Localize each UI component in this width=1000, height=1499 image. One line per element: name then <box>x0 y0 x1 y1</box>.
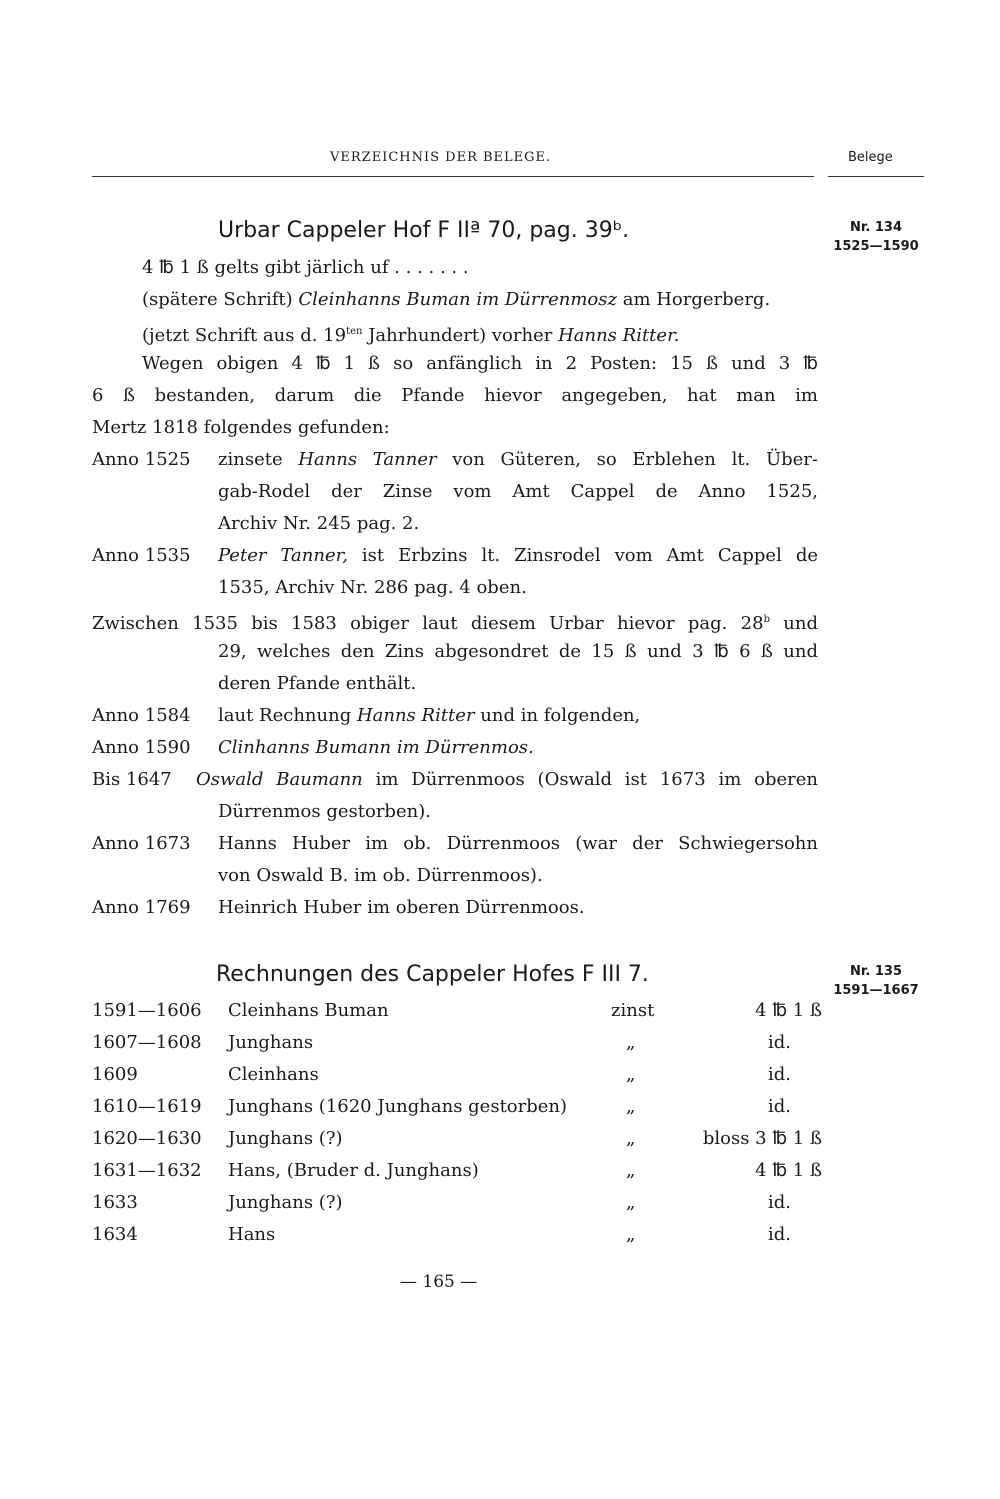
section-title-rechnungen: Rechnungen des Cappeler Hofes F III 7. <box>216 962 649 987</box>
row-amount: id. <box>768 1032 792 1053</box>
text-span: zinsete <box>218 449 299 470</box>
text-line <box>142 289 770 311</box>
entry-text: deren Pfande enthält. <box>218 673 417 694</box>
side-rule <box>828 176 924 177</box>
row-years: 1591—1606 <box>92 1000 202 1021</box>
text-line: 6 ß bestanden, darum die Pfande hievor angegeben, hat man im <box>92 385 818 406</box>
row-name: Hans, (Bruder d. Junghans) <box>228 1160 479 1181</box>
entry-text: Archiv Nr. 245 pag. 2. <box>218 513 420 534</box>
row-years: 1633 <box>92 1192 138 1213</box>
row-name: Junghans (?) <box>228 1192 343 1213</box>
row-amount: 4 ℔ 1 ß <box>755 1000 822 1021</box>
row-amount: id. <box>768 1224 792 1245</box>
entry-text: Heinrich Huber im oberen Dürrenmoos. <box>218 897 585 918</box>
entry-text <box>92 609 818 635</box>
text-span: (jetzt Schrift aus d. 19 <box>142 325 347 346</box>
text-span: (spätere Schrift) <box>142 289 299 310</box>
entry-text: von Oswald B. im ob. Dürrenmoos). <box>218 865 543 886</box>
row-amount: id. <box>768 1064 792 1085</box>
nr-years: 1591—1667 <box>833 983 919 998</box>
row-amount: id. <box>768 1192 792 1213</box>
running-head: VERZEICHNIS DER BELEGE. <box>330 150 552 165</box>
italic-name: Hanns Ritter <box>356 705 475 726</box>
entry-label: Anno 1769 <box>92 897 191 918</box>
margin-nr-135 <box>826 962 926 1000</box>
side-label: Belege <box>848 150 893 165</box>
entry-text: Hanns Huber im ob. Dürrenmoos (war der Schwiegersohn <box>218 833 818 854</box>
entry-text: Dürrenmos gestorben). <box>218 801 431 822</box>
entry-label: Anno 1535 <box>92 545 191 566</box>
entry-text: 1535, Archiv Nr. 286 pag. 4 oben. <box>218 577 527 598</box>
row-verb: „ <box>626 1032 636 1053</box>
text-span: und in folgenden, <box>474 705 641 726</box>
row-verb: „ <box>626 1192 636 1213</box>
text-span: obiger laut diesem Urbar hievor pag. 28 <box>336 613 764 634</box>
section-title-urbar: Urbar Cappeler Hof F IIª 70, pag. 39ᵇ. <box>218 218 630 243</box>
italic-name: Oswald Baumann <box>196 769 363 790</box>
row-verb: „ <box>626 1224 636 1245</box>
text-span: ist Erbzins lt. Zinsrodel vom Amt Cappel de <box>347 545 818 566</box>
row-years: 1609 <box>92 1064 138 1085</box>
text-span: Jahrhundert) vorher <box>362 325 559 346</box>
entry-label: Anno 1584 <box>92 705 191 726</box>
nr-years: 1525—1590 <box>833 239 919 254</box>
margin-nr-134 <box>826 218 926 256</box>
entry-text: Clinhanns Bumann im Dürrenmos. <box>218 737 534 758</box>
row-name: Junghans <box>228 1032 314 1053</box>
row-amount: 4 ℔ 1 ß <box>755 1160 822 1181</box>
row-name: Cleinhans <box>228 1064 319 1085</box>
nr-label: Nr. 134 <box>849 220 903 235</box>
entry-label: Anno 1525 <box>92 449 191 470</box>
row-verb: zinst <box>611 1000 655 1021</box>
row-amount: id. <box>768 1096 792 1117</box>
text-line: Wegen obigen 4 ℔ 1 ß so anfänglich in 2 Posten: 15 ß und 3 ℔ <box>142 353 818 374</box>
entry-text <box>218 705 640 727</box>
entry-text: 29, welches den Zins abgesondret de 15 ß und 3 ℔ 6 ß und <box>218 641 818 662</box>
superscript: ten <box>346 326 363 337</box>
entry-text <box>218 545 818 567</box>
entry-label: Bis 1647 <box>92 769 172 790</box>
text-span: und <box>769 613 818 634</box>
row-name: Cleinhans Buman <box>228 1000 389 1021</box>
entry-text <box>196 769 818 791</box>
row-amount: bloss 3 ℔ 1 ß <box>702 1128 822 1149</box>
row-years: 1620—1630 <box>92 1128 202 1149</box>
header-rule <box>92 176 814 177</box>
page-number: — 165 — <box>400 1272 478 1292</box>
row-years: 1634 <box>92 1224 138 1245</box>
text-span: laut Rechnung <box>218 705 357 726</box>
row-years: 1631—1632 <box>92 1160 202 1181</box>
text-span: am Horgerberg. <box>616 289 771 310</box>
row-name: Hans <box>228 1224 276 1245</box>
text-span: im Dürrenmoos (Oswald ist 1673 im oberen <box>362 769 818 790</box>
row-verb: „ <box>626 1128 636 1149</box>
italic-name: Hanns Ritter. <box>558 325 680 346</box>
entry-label: Zwischen 1535 bis 1583 <box>92 613 337 634</box>
entry-label: Anno 1673 <box>92 833 191 854</box>
italic-name: Cleinhanns Buman im Dürrenmosz <box>298 289 617 310</box>
text-line: 4 ℔ 1 ß gelts gibt järlich uf . . . . . . . <box>142 257 469 278</box>
row-name: Junghans (1620 Junghans gestorben) <box>228 1096 568 1117</box>
row-verb: „ <box>626 1096 636 1117</box>
italic-name: Peter Tanner, <box>218 545 348 566</box>
italic-name: Hanns Tanner <box>298 449 437 470</box>
entry-text: gab-Rodel der Zinse vom Amt Cappel de Anno 1525, <box>218 481 818 502</box>
row-verb: „ <box>626 1064 636 1085</box>
nr-label: Nr. 135 <box>849 964 903 979</box>
row-verb: „ <box>626 1160 636 1181</box>
row-years: 1607—1608 <box>92 1032 202 1053</box>
text-span: von Güteren, so Erblehen lt. Über- <box>436 449 818 470</box>
row-years: 1610—1619 <box>92 1096 202 1117</box>
entry-text <box>218 449 818 471</box>
text-line: Mertz 1818 folgendes gefunden: <box>92 417 390 438</box>
superscript: b <box>763 614 770 625</box>
text-line <box>142 321 679 347</box>
entry-label: Anno 1590 <box>92 737 191 758</box>
row-name: Junghans (?) <box>228 1128 343 1149</box>
